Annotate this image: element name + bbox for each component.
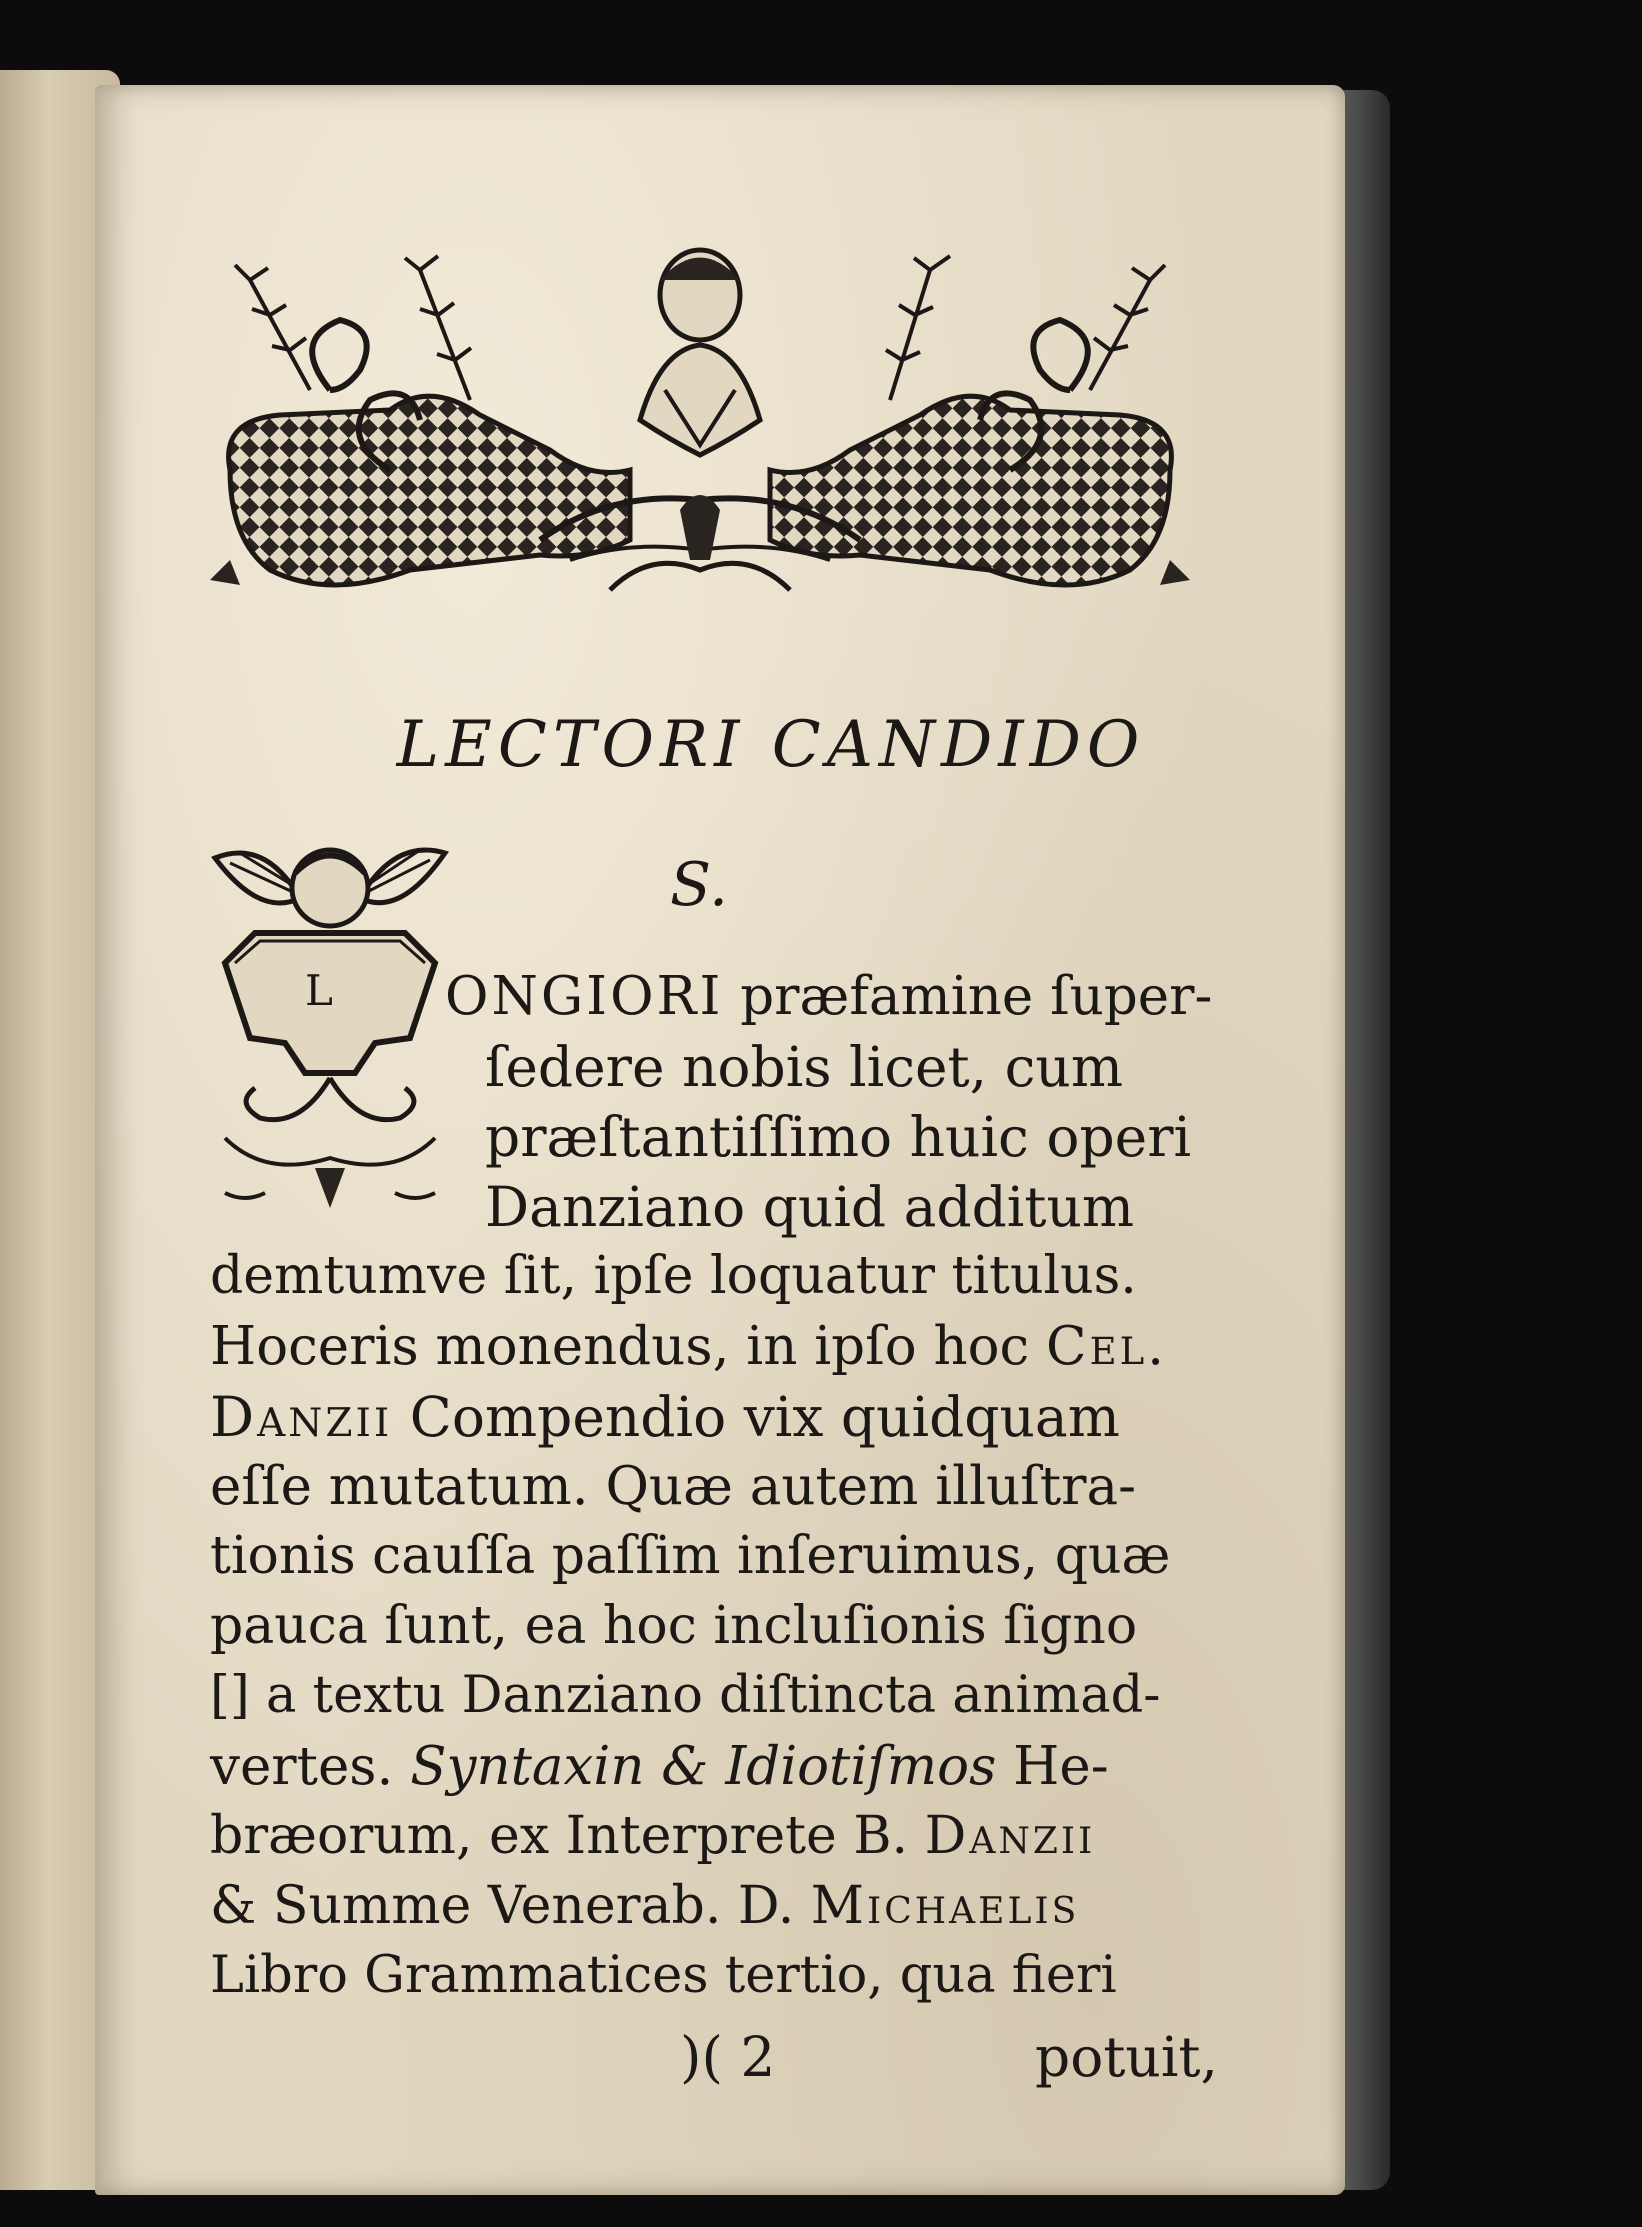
catchword: potuit, (1035, 2025, 1219, 2089)
text-line-3: præſtantiſſimo huic operi (485, 1105, 1192, 1169)
text-line-4: Danziano quid additum (485, 1175, 1135, 1239)
text-line-1: ONGIORI præfamine ſuper- (445, 966, 1213, 1027)
cherub-cartouche-icon (205, 838, 455, 1223)
text-line-11: [] a textu Danziano diſtincta animad- (210, 1666, 1161, 1725)
page-heading: LECTORI CANDIDO (396, 708, 1146, 782)
text-line-5: demtumve ſit, ipſe loquatur titulus. (210, 1246, 1137, 1306)
text-line-14: & Summe Venerab. D. Michaelis (210, 1876, 1080, 1936)
text-line-7: Danzii Compendio vix quidquam (210, 1385, 1120, 1449)
text-line-15: Libro Grammatices tertio, qua fieri (210, 1946, 1117, 2005)
text-line-6: Hoceris monendus, in ipſo hoc Cel. (210, 1316, 1168, 1377)
text-line-9: tionis cauſſa paſſim inſeruimus, quæ (210, 1526, 1171, 1586)
text-line-2: ſedere nobis licet, cum (485, 1035, 1124, 1099)
salutation: S. (670, 850, 729, 920)
text-line-12: vertes. Syntaxin & Idiotiſmos He- (210, 1736, 1109, 1797)
decorative-headpiece (210, 240, 1190, 620)
text-line-13: bræorum, ex Interprete B. Danzii (210, 1806, 1096, 1866)
initial-letter: L (305, 966, 333, 1015)
text-line-10: pauca ſunt, ea hoc incluſionis ſigno (210, 1596, 1138, 1656)
decorated-initial (205, 838, 455, 1223)
text-line-8: eſſe mutatum. Quæ autem illuſtra- (210, 1456, 1136, 1517)
signature-mark: )( 2 (680, 2025, 776, 2089)
